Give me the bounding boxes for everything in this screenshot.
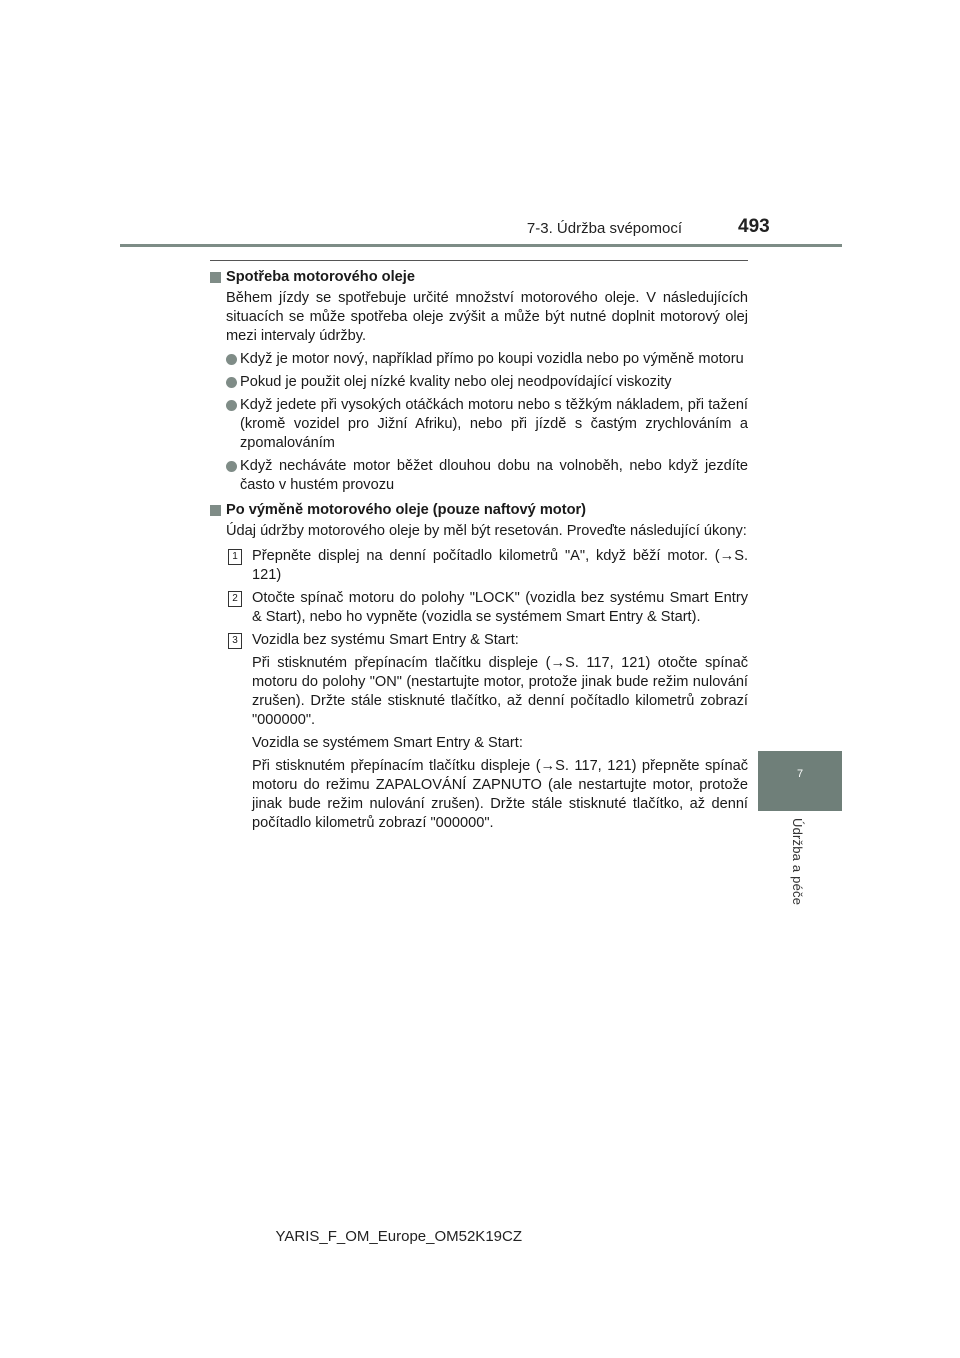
circle-bullet-icon — [226, 354, 237, 365]
page-number: 493 — [738, 216, 770, 237]
step-item — [232, 589, 748, 627]
circle-bullet-icon — [226, 461, 237, 472]
step-text: Přepněte displej na denní počítadlo kilometrů "A", když běží motor. (→S. 121) — [252, 548, 748, 583]
step-number-box: 2 — [228, 591, 242, 607]
list-item-text: Pokud je použit olej nízké kvality nebo olej neodpovídající viskozity — [240, 374, 672, 390]
list-item-text: Když necháváte motor běžet dlouhou dobu na volnoběh, nebo když jezdíte často v hustém provozu — [240, 458, 748, 493]
content-rule — [210, 260, 748, 261]
square-bullet-icon — [210, 505, 221, 516]
list-item-text: Když jedete při vysokých otáčkách motoru nebo s těžkým nákladem, při tažení (kromě vozidel pro Jižní Afriku), nebo při jízdě s častým zrychlováním a zpomalováním — [240, 397, 748, 451]
step-number-box: 1 — [228, 549, 242, 565]
chapter-tab — [758, 751, 842, 811]
header-rule — [120, 244, 842, 247]
section-heading-oil-change — [210, 501, 748, 520]
paragraph: Během jízdy se spotřebuje určité množství motorového oleje. V následujících situacích se může spotřeba oleje zvýšit a může být nutné doplnit motorový olej mezi intervaly údržby. — [226, 290, 748, 344]
heading-text: Spotřeba motorového oleje — [226, 269, 415, 285]
step-number-box: 3 — [228, 633, 242, 649]
chapter-tab-number: 7 — [796, 768, 804, 780]
document-id: YARIS_F_OM_Europe_OM52K19CZ — [275, 1228, 522, 1245]
list-item — [226, 350, 748, 369]
step-item — [232, 631, 748, 650]
section-heading-oil-consumption — [210, 268, 748, 287]
step-detail: Při stisknutém přepínacím tlačítku displeje (→S. 117, 121) otočte spínač motoru do polohy "ON" (nestartujte motor, protože jinak bude režim nulování zrušen). Držte stále stisknuté tlačítko, až denní počítadlo kilometrů zobrazí "000000". — [252, 655, 748, 728]
circle-bullet-icon — [226, 377, 237, 388]
step-text: Otočte spínač motoru do polohy "LOCK" (vozidla bez systému Smart Entry & Start), nebo ho vypněte (vozidla se systémem Smart Entry & Start). — [252, 590, 748, 625]
step-detail: Při stisknutém přepínacím tlačítku displeje (→S. 117, 121) přepněte spínač motoru do režimu ZAPALOVÁNÍ ZAPNUTO (ale nestartujte motor, protože jinak bude režim nulování zrušen). Držte stále stisknuté tlačítko, až denní počítadlo kilometrů zobrazí "000000". — [252, 758, 748, 831]
circle-bullet-icon — [226, 400, 237, 411]
heading-text: Po výměně motorového oleje (pouze naftový motor) — [226, 502, 587, 518]
list-item — [226, 457, 748, 495]
square-bullet-icon — [210, 272, 221, 283]
paragraph: Údaj údržby motorového oleje by měl být resetován. Proveďte následující úkony: — [226, 523, 747, 539]
step-text: Vozidla bez systému Smart Entry & Start: — [252, 632, 519, 648]
step-item — [232, 547, 748, 585]
step-subheading: Vozidla se systémem Smart Entry & Start: — [252, 735, 523, 751]
list-item-text: Když je motor nový, například přímo po koupi vozidla nebo po výměně motoru — [240, 351, 744, 367]
section-title: 7-3. Údržba svépomocí — [526, 220, 682, 237]
list-item — [226, 396, 748, 453]
page-content — [210, 264, 748, 833]
list-item — [226, 373, 748, 392]
chapter-tab-label: Údržba a péče — [790, 818, 805, 906]
